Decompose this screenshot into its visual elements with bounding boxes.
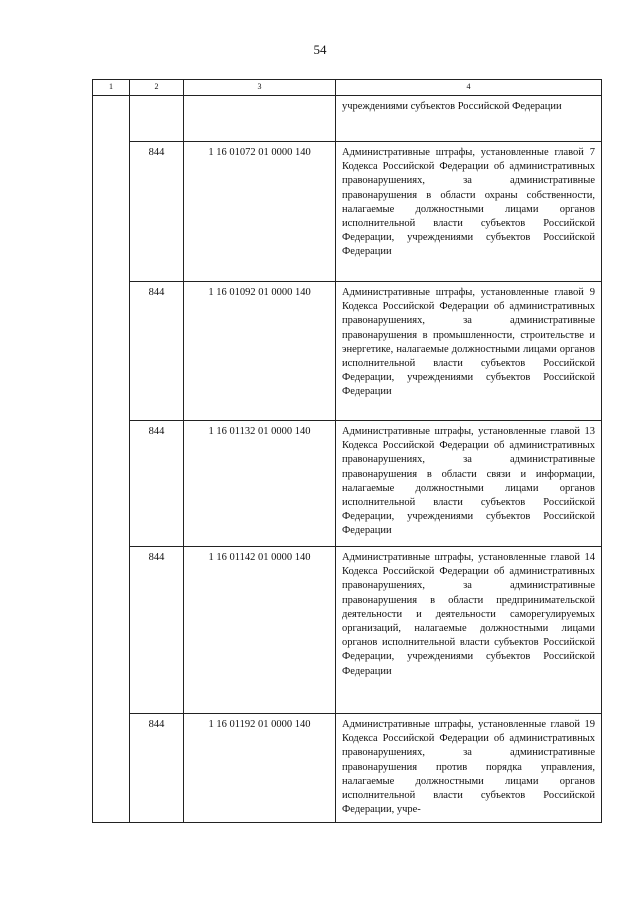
budget-code-cell bbox=[184, 96, 336, 142]
admin-code-cell: 844 bbox=[130, 282, 184, 421]
page-number: 54 bbox=[313, 42, 327, 57]
column-1-merged-cell bbox=[93, 96, 130, 823]
table-row bbox=[93, 142, 602, 282]
table-row bbox=[93, 714, 602, 823]
column-number-2: 2 bbox=[130, 80, 184, 96]
budget-code-cell: 1 16 01192 01 0000 140 bbox=[184, 714, 336, 823]
column-number-1: 1 bbox=[93, 80, 130, 96]
description-cell: Административные штрафы, установленные главой 14 Кодекса Российской Федерации об административных правонарушениях, за административные правонарушения в области предпринимательской деятельности и деятельности саморегулируемых организаций, налагаемые должностными лицами органов исполнительной власти субъектов Российской Федерации, учреждениями субъектов Российской Федерации bbox=[336, 547, 602, 714]
budget-code-cell: 1 16 01092 01 0000 140 bbox=[184, 282, 336, 421]
description-cell: учреждениями субъектов Российской Федерации bbox=[336, 96, 602, 142]
description-cell: Административные штрафы, установленные главой 7 Кодекса Российской Федерации об административных правонарушениях, за административные правонарушения в области охраны собственности, налагаемые должностными лицами органов исполнительной власти субъектов Российской Федерации, учреждениями субъектов Российской Федерации bbox=[336, 142, 602, 282]
admin-code-cell bbox=[130, 96, 184, 142]
table-row bbox=[93, 547, 602, 714]
table-row bbox=[93, 421, 602, 547]
budget-code-cell: 1 16 01072 01 0000 140 bbox=[184, 142, 336, 282]
revenue-codes-table bbox=[92, 79, 602, 823]
admin-code-cell: 844 bbox=[130, 142, 184, 282]
table-row bbox=[93, 282, 602, 421]
budget-code-cell: 1 16 01142 01 0000 140 bbox=[184, 547, 336, 714]
description-cell: Административные штрафы, установленные главой 13 Кодекса Российской Федерации об административных правонарушениях, за административные правонарушения в области связи и информации, налагаемые должностными лицами органов исполнительной власти субъектов Российской Федерации, учреждениями субъектов Российской Федерации bbox=[336, 421, 602, 547]
admin-code-cell: 844 bbox=[130, 421, 184, 547]
admin-code-cell: 844 bbox=[130, 714, 184, 823]
budget-code-cell: 1 16 01132 01 0000 140 bbox=[184, 421, 336, 547]
admin-code-cell: 844 bbox=[130, 547, 184, 714]
table-row bbox=[93, 96, 602, 142]
column-number-3: 3 bbox=[184, 80, 336, 96]
column-number-4: 4 bbox=[336, 80, 602, 96]
description-cell: Административные штрафы, установленные главой 9 Кодекса Российской Федерации об административных правонарушениях, за административные правонарушения в промышленности, строительстве и энергетике, налагаемые должностными лицами органов исполнительной власти субъектов Российской Федерации, учреждениями субъектов Российской Федерации bbox=[336, 282, 602, 421]
column-number-row bbox=[93, 80, 602, 96]
description-cell: Административные штрафы, установленные главой 19 Кодекса Российской Федерации об административных правонарушениях, за административные правонарушения против порядка управления, налагаемые должностными лицами органов исполнительной власти субъектов Российской Федерации, учре- bbox=[336, 714, 602, 823]
